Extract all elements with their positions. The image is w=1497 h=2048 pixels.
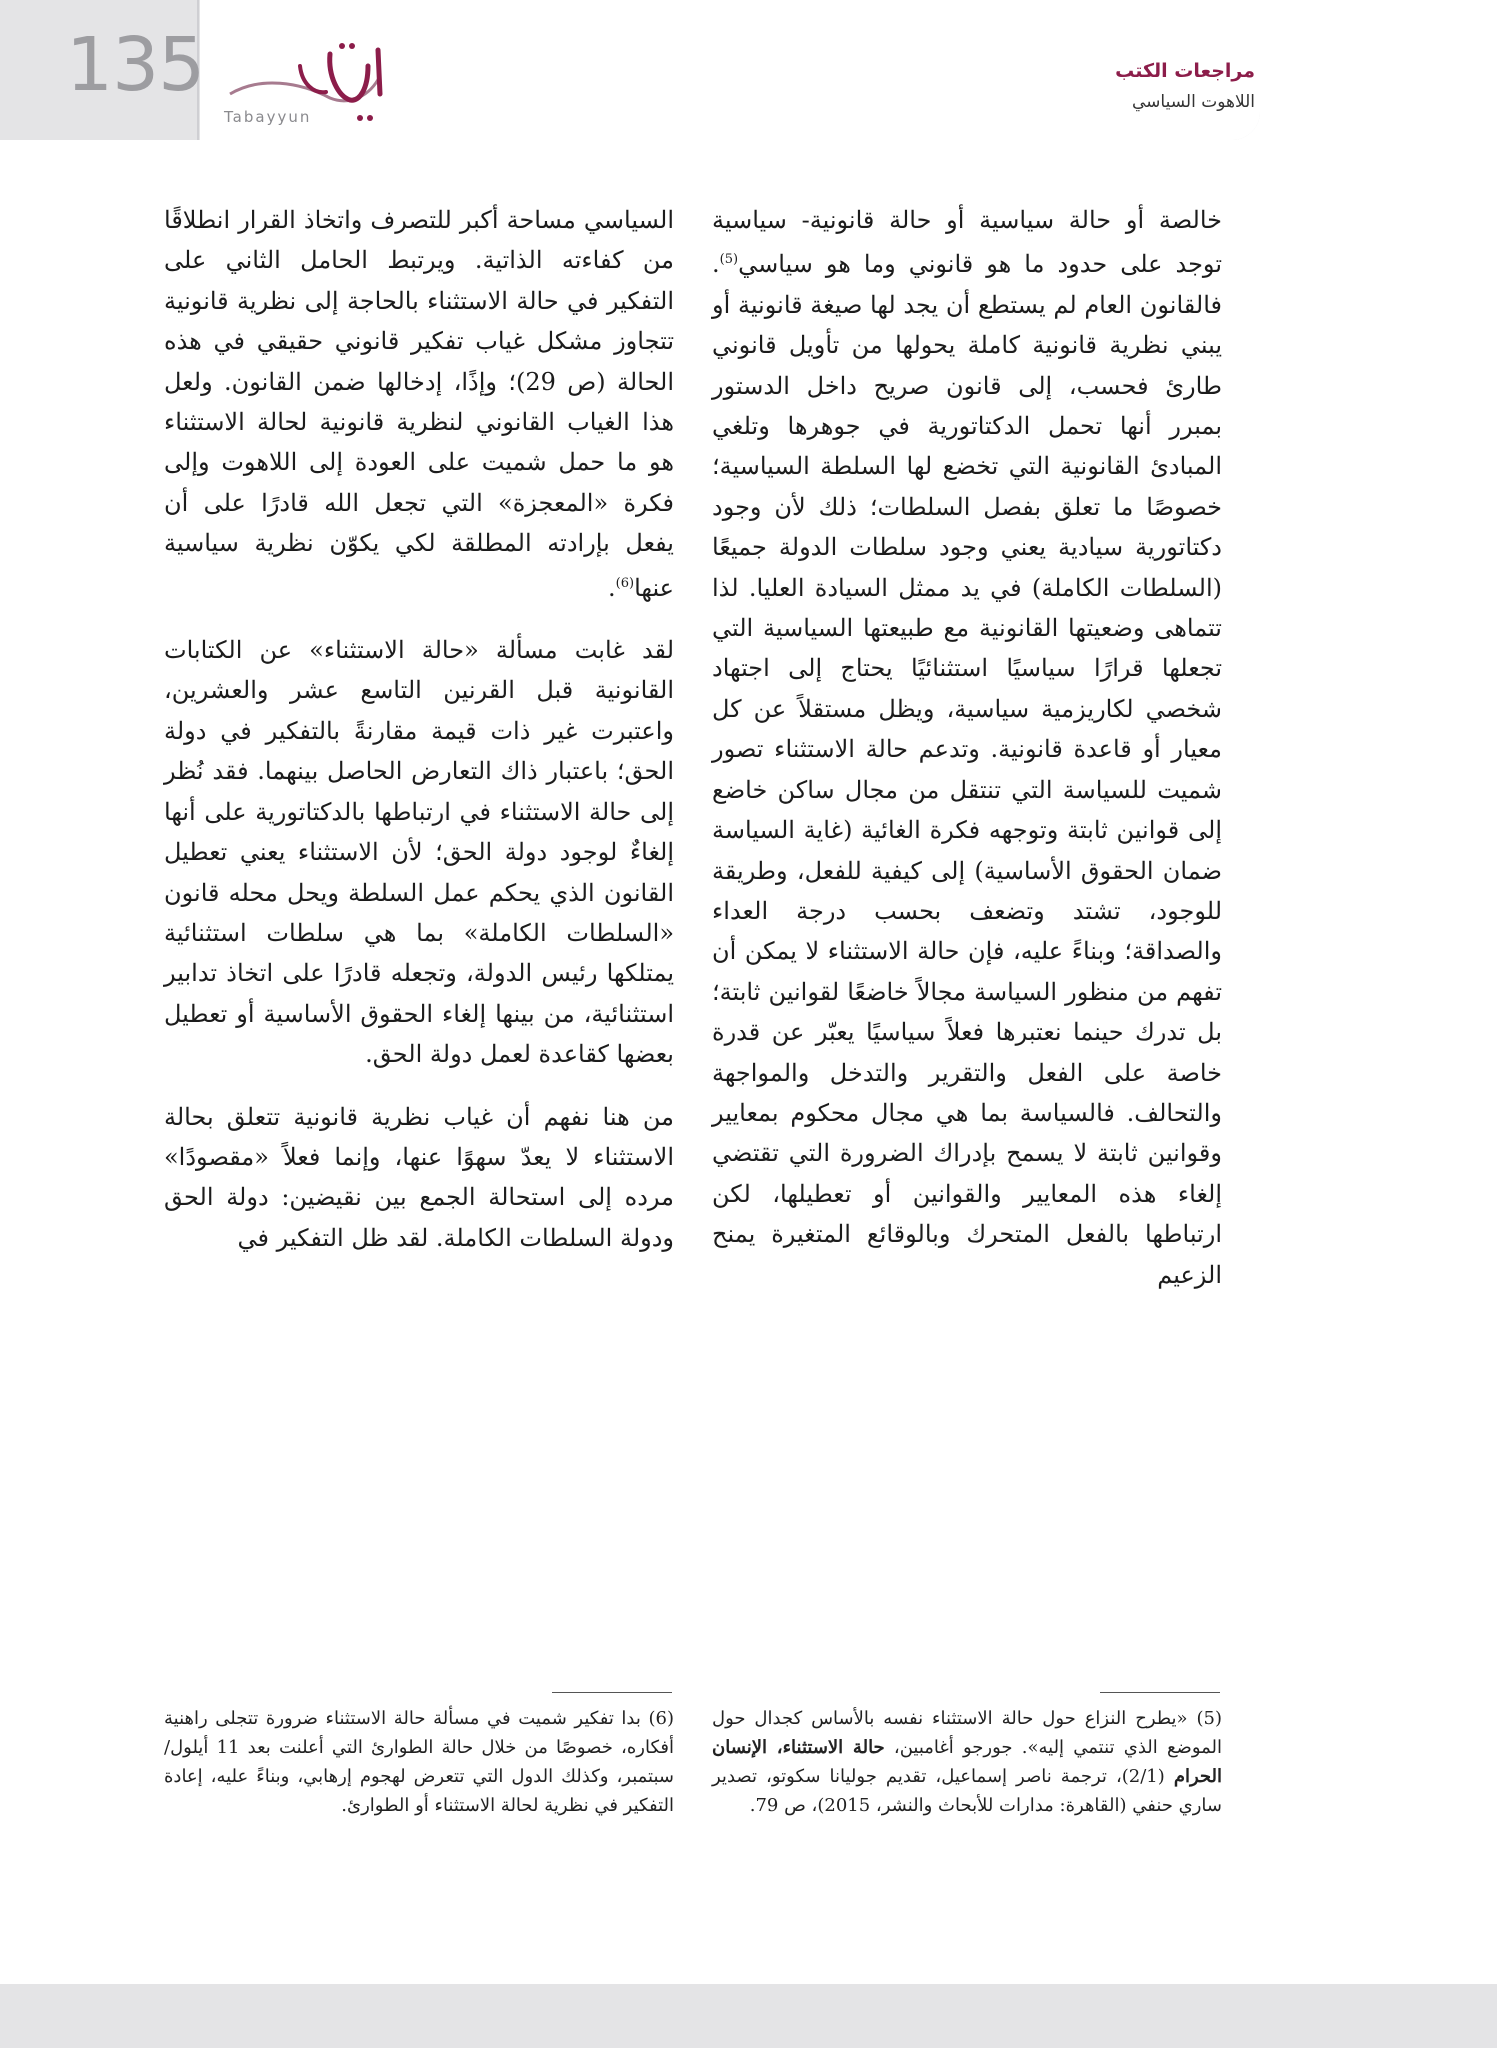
footnote-book-title: حالة الاستثناء، الإنسان الحرام — [712, 1737, 1222, 1787]
section-subtitle: اللاهوت السياسي — [1132, 92, 1255, 112]
footnote-5 — [712, 1704, 1222, 1820]
footer-band — [0, 1984, 1497, 2048]
paragraph — [712, 200, 1222, 1295]
paragraph-text: السياسي مساحة أكبر للتصرف واتخاذ القرار انطلاقًا من كفاءته الذاتية. ويرتبط الحامل الثاني على التفكير في حالة الاستثناء بالحاجة إلى نظرية قانونية تتجاوز مشكل غياب تفكير قانوني حقيقي في هذه الحالة (ص 29)؛ وإذًا، إدخالها ضمن القانون. ولعل هذا الغياب القانوني لنظرية قانونية لحالة الاستثناء هو ما حمل شميت على العودة إلى اللاهوت وإلى فكرة «المعجزة» التي تجعل الله قادرًا على أن يفعل بإرادته المطلقة لكي يكوّن نظرية سياسية عنها — [164, 206, 674, 602]
paragraph-text: خالصة أو حالة سياسية أو حالة قانونية- سياسية توجد على حدود ما هو قانوني وما هو سياسي — [712, 206, 1222, 279]
paragraph — [164, 630, 674, 1074]
footnote-text: (2/1)، ترجمة ناصر إسماعيل، تقديم جوليانا سكوتو، تصدير ساري حنفي (القاهرة: مدارات للأبحاث والنشر، 2015)، ص 79. — [712, 1766, 1222, 1816]
footnote-rule — [552, 1692, 672, 1693]
page-number: 135 — [66, 22, 205, 108]
paragraph-text: لقد غابت مسألة «حالة الاستثناء» عن الكتابات القانونية قبل القرنين التاسع عشر والعشرين، واعتبرت غير ذات قيمة مقارنةً بالتفكير في دولة الحق؛ باعتبار ذاك التعارض الحاصل بينهما. فقد نُظر إلى حالة الاستثناء في ارتباطها بالدكتاتورية على أنها إلغاءٌ لوجود دولة الحق؛ لأن الاستثناء يعني تعطيل القانون الذي يحكم عمل السلطة ويحل محله قانون «السلطات الكاملة» بما هي سلطات استثنائية يمتلكها رئيس الدولة، وتجعله قادرًا على اتخاذ تدابير استثنائية، من بينها إلغاء الحقوق الأساسية أو تعطيل بعضها كقاعدة لعمل دولة الحق. — [164, 636, 674, 1069]
left-column — [164, 200, 674, 1280]
paragraph-text: . فالقانون العام لم يستطع أن يجد لها صيغة قانونية أو يبني نظرية قانونية كاملة يحولها من تأويل قانوني طارئ فحسب، إلى قانون صريح داخل الدستور بمبرر أنها تحمل الدكتاتورية في جوهرها وتلغي المبادئ القانونية التي تخضع لها السلطة السياسية؛ خصوصًا ما تعلق بفصل السلطات؛ ذلك لأن وجود دكتاتورية سيادية يعني وجود سلطات الدولة جميعًا (السلطات الكاملة) في يد ممثل السيادة العليا. لذا تتماهى وضعيتها القانونية مع طبيعتها السياسية التي تجعلها قرارًا سياسيًا استثنائيًا يحتاج إلى اجتهاد شخصي لكاريزمية سياسية، ويظل مستقلاً عن كل معيار أو قاعدة قانونية. وتدعم حالة الاستثناء تصور شميت للسياسة التي تنتقل من مجال ساكن خاضع إلى قوانين ثابتة وتوجهه فكرة الغائية (غاية السياسة ضمان الحقوق الأساسية) إلى كيفية للفعل، وطريقة للوجود، تشتد وتضعف بحسب درجة العداء والصداقة؛ وبناءً عليه، فإن حالة الاستثناء لا يمكن أن تفهم من منظور السياسة مجالاً خاضعًا لقوانين ثابتة؛ بل تدرك حينما نعتبرها فعلاً سياسيًا يعبّر عن قدرة خاصة على الفعل والتقرير والتدخل والمواجهة والتحالف. فالسياسة بما هي مجال محكوم بمعايير وقوانين ثابتة لا يسمح بإدراك الضرورة التي تقتضي إلغاء هذه المعايير والقوانين أو تعطيلها، لكن ارتباطها بالفعل المتحرك وبالوقائع المتغيرة يمنح الزعيم — [712, 250, 1222, 1289]
logo-caption: Tabayyun — [224, 108, 312, 126]
paragraph — [164, 1097, 674, 1259]
footnote-ref[interactable]: (5) — [719, 252, 739, 268]
paragraph-text: . — [607, 573, 616, 602]
footnote-6: (6) بدا تفكير شميت في مسألة حالة الاستثناء ضرورة تتجلى راهنية أفكاره، خصوصًا من خلال حالة الطوارئ التي أعلنت بعد 11 أيلول/ سبتمبر، وكذلك الدول التي تتعرض لهجوم إرهابي، وبناءً عليه، إعادة التفكير في نظرية لحالة الاستثناء أو الطوارئ. — [164, 1708, 674, 1816]
section-title: مراجعات الكتب — [1115, 60, 1255, 82]
footnote-rule — [1100, 1692, 1220, 1693]
right-column — [712, 200, 1222, 1317]
footnote-ref[interactable]: (6) — [615, 575, 635, 591]
footnote-text: (5) «يطرح النزاع حول حالة الاستثناء نفسه بالأساس كجدال حول الموضع الذي تنتمي إليه». جورجو أغامبين، — [712, 1708, 1223, 1758]
paragraph-text: من هنا نفهم أن غياب نظرية قانونية تتعلق بحالة الاستثناء لا يعدّ سهوًا عنها، وإنما فعلاً «مقصودًا» مرده إلى استحالة الجمع بين نقيضين: دولة الحق ودولة السلطات الكاملة. لقد ظل التفكير في — [164, 1102, 674, 1252]
paragraph — [164, 200, 674, 608]
